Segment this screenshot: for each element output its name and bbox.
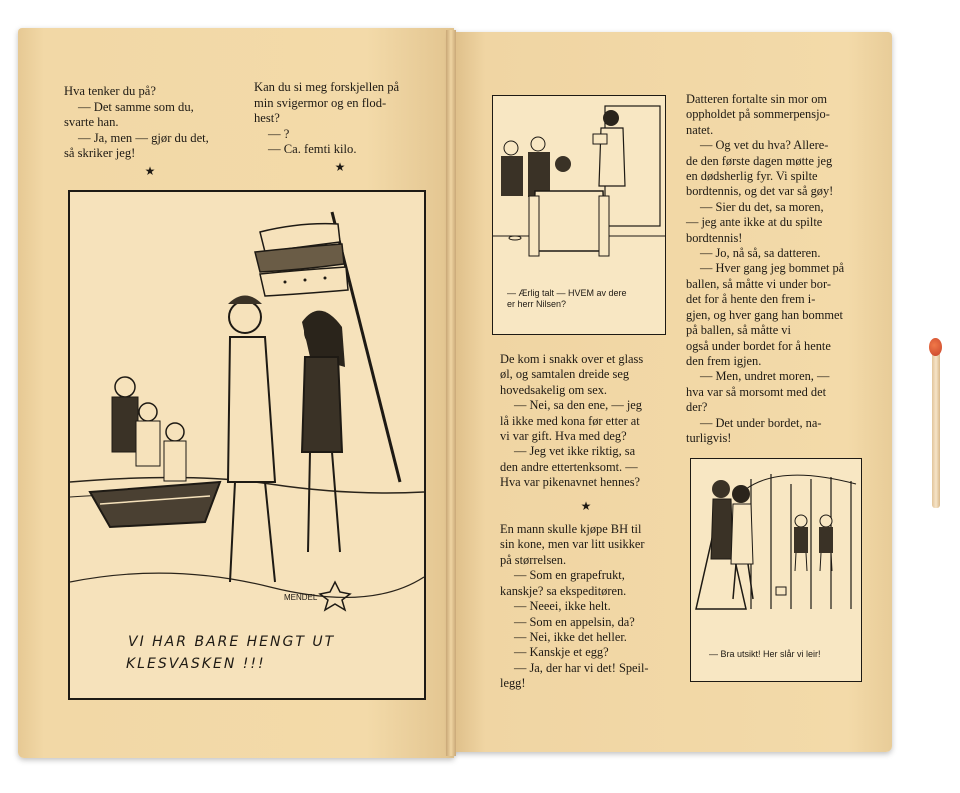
joke-line: den frem igjen. (686, 353, 762, 368)
joke-line: min svigermor og en flod- (254, 95, 387, 110)
cartoon-caption (507, 288, 657, 310)
joke-line: også under bordet for å hente (686, 338, 831, 353)
joke-line: øl, og samtalen dreide seg (500, 367, 630, 382)
joke-line: — Jeg vet ikke riktig, sa (514, 444, 636, 459)
joke-line: kanskje? sa ekspeditøren. (500, 583, 627, 598)
joke-line: bordtennis! (686, 230, 743, 245)
cartoon-caption: — Bra utsikt! Her slår vi leir! (709, 649, 821, 659)
joke-line: De kom i snakk over et glass (500, 352, 644, 366)
separator-star: ★ (334, 159, 346, 174)
joke-line: — Ja, men — gjør du det, (78, 130, 209, 145)
joke-column-5 (686, 92, 858, 446)
joke-column-1 (64, 84, 236, 180)
campsite-cartoon-frame (690, 458, 862, 682)
joke-line: Hva tenker du på? (64, 84, 156, 98)
joke-line: svarte han. (64, 115, 119, 130)
joke-line: — jeg ante ikke at du spilte (686, 215, 823, 230)
joke-line: — ? (268, 126, 290, 141)
joke-line: — Hver gang jeg bommet på (700, 261, 845, 276)
joke-line: de den første dagen møtte jeg (686, 153, 833, 168)
joke-line: Hva var pikenavnet hennes? (500, 475, 641, 490)
matchstick-head (929, 338, 942, 356)
joke-line: en dødsherlig fyr. Vi spilte (686, 169, 818, 184)
joke-line: — Ca. femti kilo. (268, 142, 357, 157)
caption-line: er herr Nilsen? (507, 299, 567, 309)
joke-line: den andre ettertenksomt. — (500, 459, 638, 474)
joke-line: på ballen, så måtte vi (686, 323, 791, 338)
joke-line: bordtennis, og det var så gøy! (686, 184, 834, 199)
joke-line: — Nei, sa den ene, — jeg (514, 398, 642, 413)
book-spine (446, 30, 456, 756)
joke-line: der? (686, 400, 708, 415)
campsite-illustration (691, 459, 861, 681)
cartoon-signature: MENDEL (284, 593, 318, 602)
joke-line: — Og vet du hva? Allere- (700, 138, 829, 153)
joke-line: turligvis! (686, 430, 732, 445)
joke-line: så skriker jeg! (64, 146, 136, 161)
joke-column-3 (500, 352, 672, 692)
separator-star: ★ (144, 163, 156, 178)
separator-star: ★ (580, 498, 592, 513)
joke-line: legg! (500, 676, 526, 691)
waiting-room-cartoon-frame (492, 95, 666, 335)
joke-line: vi var gift. Hva med deg? (500, 429, 627, 444)
joke-line: hovedsakelig om sex. (500, 382, 608, 397)
joke-line: hva var så morsomt med det (686, 384, 827, 399)
beach-cartoon-illustration (70, 192, 424, 698)
beach-cartoon-frame (68, 190, 426, 700)
matchstick (932, 344, 940, 508)
joke-line: hest? (254, 111, 280, 126)
joke-line: — Nei, ikke det heller. (514, 629, 627, 644)
joke-line: — Men, undret moren, — (700, 369, 830, 384)
cartoon-caption-line-2: KLESVASKEN !!! (126, 656, 266, 672)
joke-line: Kan du si meg forskjellen på (254, 80, 400, 94)
joke-line: — Neeei, ikke helt. (514, 599, 611, 614)
joke-line: En mann skulle kjøpe BH til (500, 522, 642, 537)
joke-line: — Som en grapefrukt, (514, 568, 625, 583)
joke-column-2 (254, 80, 426, 176)
joke-line: Datteren fortalte sin mor om (686, 92, 828, 106)
cartoon-caption-line-1: VI HAR BARE HENGT UT (128, 634, 336, 650)
joke-line: gjen, og hver gang han bommet (686, 307, 843, 322)
joke-line: — Det samme som du, (78, 99, 194, 114)
joke-line: det for å hente den frem i- (686, 292, 816, 307)
joke-line: — Jo, nå så, sa datteren. (700, 246, 821, 261)
joke-line: oppholdet på sommerpensjo- (686, 107, 830, 122)
joke-line: — Sier du det, sa moren, (700, 199, 824, 214)
caption-line: — Ærlig talt — HVEM av dere (507, 288, 627, 298)
joke-line: natet. (686, 122, 714, 137)
joke-line: ballen, så måtte vi under bor- (686, 276, 831, 291)
joke-line: sin kone, men var litt usikker (500, 537, 645, 552)
joke-line: — Det under bordet, na- (700, 415, 822, 430)
joke-line: på størrelsen. (500, 552, 567, 567)
joke-line: — Som en appelsin, da? (514, 614, 635, 629)
joke-line: — Ja, der har vi det! Speil- (514, 660, 649, 675)
joke-line: lå ikke med kona før etter at (500, 413, 640, 428)
joke-line: — Kanskje et egg? (514, 645, 609, 660)
